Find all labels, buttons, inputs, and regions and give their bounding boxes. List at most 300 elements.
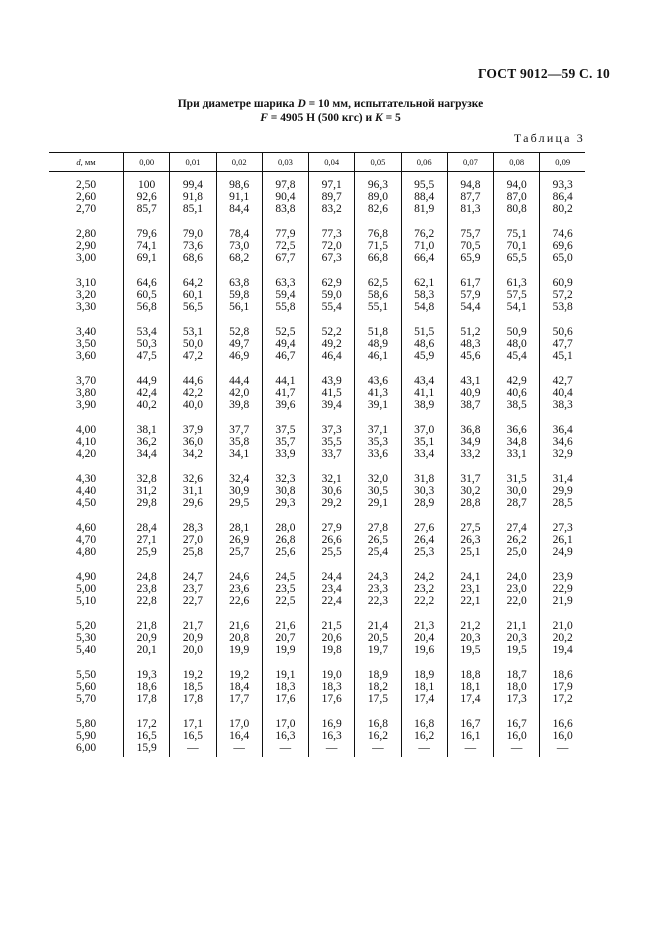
header-cell-col-4: 0,04	[309, 153, 355, 172]
hardness-cell: 17,6	[262, 693, 308, 705]
hardness-cell: 17,8	[124, 693, 170, 705]
table-row	[49, 411, 585, 436]
diameter-cell: 4,40	[75, 485, 97, 497]
hardness-cell: 27,9	[309, 509, 355, 534]
hardness-cell: 21,9	[540, 595, 585, 607]
hardness-cell: 80,8	[494, 203, 540, 215]
hardness-cell: 45,6	[447, 350, 493, 362]
hardness-cell: 19,3	[124, 656, 170, 681]
hardness-cell: 91,1	[216, 191, 262, 203]
hardness-cell: 30,5	[355, 485, 401, 497]
hardness-cell: 87,0	[494, 191, 540, 203]
hardness-cell: 29,3	[262, 497, 308, 509]
hardness-cell: 17,3	[494, 693, 540, 705]
hardness-cell: —	[355, 742, 401, 757]
diameter-cell: 5,00	[75, 583, 97, 595]
hardness-cell: 91,8	[170, 191, 216, 203]
hardness-cell: 28,1	[216, 509, 262, 534]
hardness-cell: 92,6	[124, 191, 170, 203]
hardness-cell: 55,8	[262, 301, 308, 313]
hardness-cell: 81,3	[447, 203, 493, 215]
diameter-cell: 2,50	[75, 179, 97, 191]
hardness-cell: 21,6	[262, 607, 308, 632]
hardness-cell: 45,4	[494, 350, 540, 362]
hardness-cell: 47,7	[540, 338, 585, 350]
hardness-cell: 95,5	[401, 172, 447, 192]
hardness-cell: 62,9	[309, 264, 355, 289]
diameter-cell: 5,10	[75, 595, 97, 607]
hardness-cell: 33,2	[447, 448, 493, 460]
hardness-cell: 18,7	[494, 656, 540, 681]
hardness-cell: 83,2	[309, 203, 355, 215]
hardness-cell: 77,3	[309, 215, 355, 240]
hardness-cell: 32,3	[262, 460, 308, 485]
hardness-cell: 53,8	[540, 301, 585, 313]
diameter-cell: 5,30	[75, 632, 97, 644]
hardness-cell: 18,6	[540, 656, 585, 681]
hardness-cell: 97,1	[309, 172, 355, 192]
table-header-row	[49, 153, 585, 172]
hardness-cell: 45,9	[401, 350, 447, 362]
hardness-cell: 65,9	[447, 252, 493, 264]
table-row	[49, 534, 585, 546]
hardness-cell: 19,9	[216, 644, 262, 656]
caption-line-1: При диаметре шарика D = 10 мм, испытательной нагрузке	[177, 98, 484, 110]
hardness-cell: 15,9	[124, 742, 170, 757]
hardness-cell: 70,1	[494, 240, 540, 252]
hardness-cell: 61,3	[494, 264, 540, 289]
hardness-cell: 29,6	[170, 497, 216, 509]
hardness-cell: 89,7	[309, 191, 355, 203]
hardness-cell: 50,9	[494, 313, 540, 338]
hardness-cell: 75,7	[447, 215, 493, 240]
hardness-cell: 69,6	[540, 240, 585, 252]
header-cell-col-2: 0,02	[216, 153, 262, 172]
hardness-cell: 24,5	[262, 558, 308, 583]
table-caption	[0, 97, 661, 125]
hardness-cell: 33,6	[355, 448, 401, 460]
diameter-cell: 4,60	[75, 522, 97, 534]
hardness-cell: 30,9	[216, 485, 262, 497]
hardness-cell: 31,5	[494, 460, 540, 485]
table-body	[49, 172, 585, 758]
hardness-cell: 20,6	[309, 632, 355, 644]
diameter-cell: 2,90	[75, 240, 97, 252]
hardness-cell: 19,7	[355, 644, 401, 656]
hardness-cell: 90,4	[262, 191, 308, 203]
hardness-cell: 33,7	[309, 448, 355, 460]
diameter-cell: 2,70	[75, 203, 97, 215]
hardness-cell: 22,2	[401, 595, 447, 607]
hardness-cell: 22,5	[262, 595, 308, 607]
hardness-cell: 18,6	[124, 681, 170, 693]
hardness-cell: 31,4	[540, 460, 585, 485]
header-cell-col-0: 0,00	[124, 153, 170, 172]
hardness-cell: 20,4	[401, 632, 447, 644]
hardness-cell: 21,4	[355, 607, 401, 632]
hardness-cell: 25,4	[355, 546, 401, 558]
hardness-cell: 56,8	[124, 301, 170, 313]
header-cell-col-9: 0,09	[540, 153, 585, 172]
hardness-cell: 57,2	[540, 289, 585, 301]
hardness-cell: 31,7	[447, 460, 493, 485]
table-row	[49, 350, 585, 362]
hardness-cell: 17,6	[309, 693, 355, 705]
caption-line-2: F = 4905 Н (500 кгс) и K = 5	[260, 112, 401, 124]
hardness-cell: 62,5	[355, 264, 401, 289]
hardness-cell: 28,3	[170, 509, 216, 534]
hardness-cell: 32,8	[124, 460, 170, 485]
hardness-cell: 25,3	[401, 546, 447, 558]
hardness-cell: 59,4	[262, 289, 308, 301]
hardness-cell: 28,5	[540, 497, 585, 509]
diameter-cell: 5,50	[75, 669, 97, 681]
table-row	[49, 252, 585, 264]
hardness-cell: —	[494, 742, 540, 757]
header-cell-col-3: 0,03	[262, 153, 308, 172]
hardness-cell: 64,6	[124, 264, 170, 289]
hardness-cell: 86,4	[540, 191, 585, 203]
hardness-cell: 17,2	[540, 693, 585, 705]
hardness-cell: 19,2	[216, 656, 262, 681]
hardness-cell: 18,5	[170, 681, 216, 693]
diameter-cell: 4,10	[75, 436, 97, 448]
hardness-cell: 39,4	[309, 399, 355, 411]
hardness-cell: 18,9	[355, 656, 401, 681]
hardness-cell: 22,6	[216, 595, 262, 607]
hardness-cell: 31,2	[124, 485, 170, 497]
hardness-cell: 48,9	[355, 338, 401, 350]
hardness-cell: 16,1	[447, 730, 493, 742]
hardness-cell: 43,9	[309, 362, 355, 387]
hardness-cell: 16,7	[494, 705, 540, 730]
diameter-cell: 4,90	[75, 571, 97, 583]
hardness-cell: 47,5	[124, 350, 170, 362]
hardness-cell: 35,1	[401, 436, 447, 448]
hardness-cell: 30,8	[262, 485, 308, 497]
hardness-cell: 17,0	[216, 705, 262, 730]
hardness-cell: 27,5	[447, 509, 493, 534]
table-row	[49, 172, 585, 192]
hardness-cell: 24,7	[170, 558, 216, 583]
diameter-cell: 4,80	[75, 546, 97, 558]
hardness-cell: 66,8	[355, 252, 401, 264]
hardness-cell: 38,5	[494, 399, 540, 411]
diameter-cell: 5,60	[75, 681, 97, 693]
hardness-cell: 32,4	[216, 460, 262, 485]
hardness-cell: 34,8	[494, 436, 540, 448]
page-header: ГОСТ 9012—59 С. 10	[477, 66, 610, 81]
diameter-cell: 6,00	[75, 742, 97, 754]
hardness-cell: 26,2	[494, 534, 540, 546]
header-cell-col-5: 0,05	[355, 153, 401, 172]
hardness-cell: 51,8	[355, 313, 401, 338]
hardness-cell: 28,4	[124, 509, 170, 534]
table-row	[49, 730, 585, 742]
hardness-cell: 19,9	[262, 644, 308, 656]
hardness-cell: 44,1	[262, 362, 308, 387]
hardness-cell: 63,3	[262, 264, 308, 289]
hardness-cell: 43,1	[447, 362, 493, 387]
header-cell-col-7: 0,07	[447, 153, 493, 172]
hardness-cell: 19,5	[447, 644, 493, 656]
table-row	[49, 546, 585, 558]
hardness-cell: 18,8	[447, 656, 493, 681]
diameter-cell: 4,20	[75, 448, 97, 460]
hardness-cell: 79,6	[124, 215, 170, 240]
hardness-cell: 80,2	[540, 203, 585, 215]
hardness-cell: 23,2	[401, 583, 447, 595]
hardness-cell: 94,0	[494, 172, 540, 192]
hardness-cell: 34,2	[170, 448, 216, 460]
table-row	[49, 742, 585, 757]
hardness-cell: 47,2	[170, 350, 216, 362]
hardness-cell: 20,5	[355, 632, 401, 644]
diameter-cell: 2,60	[75, 191, 97, 203]
hardness-cell: 17,4	[447, 693, 493, 705]
diameter-cell: 3,20	[75, 289, 97, 301]
hardness-cell: 29,5	[216, 497, 262, 509]
hardness-cell: 61,7	[447, 264, 493, 289]
header-cell-diameter: d, мм	[49, 153, 124, 172]
hardness-cell: 41,7	[262, 387, 308, 399]
hardness-cell: 72,5	[262, 240, 308, 252]
hardness-cell: 30,3	[401, 485, 447, 497]
hardness-cell: 52,2	[309, 313, 355, 338]
hardness-cell: 36,8	[447, 411, 493, 436]
hardness-cell: 16,8	[401, 705, 447, 730]
diameter-cell: 5,70	[75, 693, 97, 705]
hardness-cell: 27,3	[540, 509, 585, 534]
table-row	[49, 448, 585, 460]
hardness-cell: 37,0	[401, 411, 447, 436]
table-row	[49, 595, 585, 607]
hardness-cell: 65,5	[494, 252, 540, 264]
hardness-cell: 20,1	[124, 644, 170, 656]
hardness-cell: 52,5	[262, 313, 308, 338]
hardness-cell: 46,1	[355, 350, 401, 362]
hardness-cell: 37,9	[170, 411, 216, 436]
hardness-cell: 36,4	[540, 411, 585, 436]
diameter-cell: 3,30	[75, 301, 97, 313]
hardness-cell: 43,4	[401, 362, 447, 387]
hardness-cell: 19,0	[309, 656, 355, 681]
diameter-cell: 3,80	[75, 387, 97, 399]
hardness-cell: 28,7	[494, 497, 540, 509]
hardness-cell: 50,0	[170, 338, 216, 350]
hardness-cell: 19,8	[309, 644, 355, 656]
hardness-cell: 33,4	[401, 448, 447, 460]
hardness-cell: 30,0	[494, 485, 540, 497]
hardness-cell: 17,9	[540, 681, 585, 693]
hardness-cell: 18,1	[401, 681, 447, 693]
hardness-cell: 22,7	[170, 595, 216, 607]
hardness-cell: 31,1	[170, 485, 216, 497]
hardness-cell: 23,4	[309, 583, 355, 595]
hardness-cell: 17,4	[401, 693, 447, 705]
hardness-cell: 23,1	[447, 583, 493, 595]
header-cell-col-8: 0,08	[494, 153, 540, 172]
hardness-cell: 19,1	[262, 656, 308, 681]
hardness-cell: 75,1	[494, 215, 540, 240]
hardness-cell: 33,9	[262, 448, 308, 460]
hardness-cell: 20,0	[170, 644, 216, 656]
hardness-cell: 22,3	[355, 595, 401, 607]
hardness-cell: 26,4	[401, 534, 447, 546]
hardness-cell: 44,9	[124, 362, 170, 387]
table-row	[49, 289, 585, 301]
hardness-cell: 54,4	[447, 301, 493, 313]
hardness-cell: 100	[124, 172, 170, 192]
hardness-cell: 27,4	[494, 509, 540, 534]
hardness-cell: 68,6	[170, 252, 216, 264]
hardness-cell: 39,6	[262, 399, 308, 411]
table-row	[49, 607, 585, 632]
hardness-cell: 22,0	[494, 595, 540, 607]
hardness-cell: 66,4	[401, 252, 447, 264]
hardness-cell: —	[170, 742, 216, 757]
hardness-cell: 76,8	[355, 215, 401, 240]
hardness-cell: 45,1	[540, 350, 585, 362]
hardness-cell: 42,2	[170, 387, 216, 399]
table-row	[49, 264, 585, 289]
hardness-cell: 35,8	[216, 436, 262, 448]
hardness-cell: 24,9	[540, 546, 585, 558]
table-row	[49, 301, 585, 313]
hardness-cell: —	[216, 742, 262, 757]
hardness-cell: 29,1	[355, 497, 401, 509]
diameter-cell: 4,50	[75, 497, 97, 509]
hardness-cell: 46,9	[216, 350, 262, 362]
hardness-cell: 42,0	[216, 387, 262, 399]
hardness-cell: 83,8	[262, 203, 308, 215]
header-cell-col-6: 0,06	[401, 153, 447, 172]
hardness-cell: 24,3	[355, 558, 401, 583]
diameter-cell: 3,10	[75, 277, 97, 289]
hardness-cell: 37,7	[216, 411, 262, 436]
hardness-cell: 44,6	[170, 362, 216, 387]
hardness-cell: 21,7	[170, 607, 216, 632]
hardness-cell: 42,9	[494, 362, 540, 387]
hardness-cell: 27,1	[124, 534, 170, 546]
hardness-cell: 60,9	[540, 264, 585, 289]
hardness-cell: 98,6	[216, 172, 262, 192]
hardness-cell: 27,6	[401, 509, 447, 534]
hardness-cell: 28,0	[262, 509, 308, 534]
hardness-cell: 18,9	[401, 656, 447, 681]
hardness-cell: 88,4	[401, 191, 447, 203]
hardness-cell: 71,0	[401, 240, 447, 252]
table-row	[49, 558, 585, 583]
hardness-cell: 43,6	[355, 362, 401, 387]
hardness-cell: 48,6	[401, 338, 447, 350]
diameter-cell: 3,70	[75, 375, 97, 387]
hardness-cell: —	[447, 742, 493, 757]
hardness-cell: 23,6	[216, 583, 262, 595]
hardness-cell: 22,4	[309, 595, 355, 607]
hardness-cell: 93,3	[540, 172, 585, 192]
hardness-cell: 16,2	[401, 730, 447, 742]
hardness-cell: 26,5	[355, 534, 401, 546]
hardness-cell: 18,4	[216, 681, 262, 693]
hardness-cell: 21,0	[540, 607, 585, 632]
diameter-cell: 4,30	[75, 473, 97, 485]
table-row	[49, 215, 585, 240]
table-row	[49, 436, 585, 448]
hardness-cell: 22,9	[540, 583, 585, 595]
hardness-cell: 20,8	[216, 632, 262, 644]
hardness-cell: 16,3	[309, 730, 355, 742]
hardness-cell: 16,3	[262, 730, 308, 742]
hardness-cell: 48,3	[447, 338, 493, 350]
hardness-cell: 30,2	[447, 485, 493, 497]
diameter-cell: 5,40	[75, 644, 97, 656]
hardness-cell: 20,7	[262, 632, 308, 644]
hardness-cell: 73,0	[216, 240, 262, 252]
hardness-cell: 25,6	[262, 546, 308, 558]
hardness-cell: 34,6	[540, 436, 585, 448]
table-row	[49, 338, 585, 350]
hardness-cell: 40,2	[124, 399, 170, 411]
hardness-cell: 24,1	[447, 558, 493, 583]
hardness-cell: 49,2	[309, 338, 355, 350]
hardness-cell: 21,3	[401, 607, 447, 632]
hardness-cell: 21,8	[124, 607, 170, 632]
hardness-cell: 29,2	[309, 497, 355, 509]
hardness-cell: 54,1	[494, 301, 540, 313]
diameter-cell: 3,50	[75, 338, 97, 350]
hardness-cell: 64,2	[170, 264, 216, 289]
hardness-cell: 51,5	[401, 313, 447, 338]
diameter-cell: 3,00	[75, 252, 97, 264]
hardness-cell: 16,5	[170, 730, 216, 742]
hardness-cell: 36,6	[494, 411, 540, 436]
hardness-cell: 50,6	[540, 313, 585, 338]
hardness-cell: 35,3	[355, 436, 401, 448]
hardness-cell: 52,8	[216, 313, 262, 338]
hardness-cell: 16,7	[447, 705, 493, 730]
hardness-cell: 41,5	[309, 387, 355, 399]
hardness-cell: 31,8	[401, 460, 447, 485]
hardness-cell: 19,4	[540, 644, 585, 656]
hardness-cell: 24,0	[494, 558, 540, 583]
hardness-cell: 57,9	[447, 289, 493, 301]
hardness-cell: 24,2	[401, 558, 447, 583]
hardness-cell: 34,9	[447, 436, 493, 448]
hardness-cell: 16,4	[216, 730, 262, 742]
hardness-cell: 55,4	[309, 301, 355, 313]
hardness-cell: 23,3	[355, 583, 401, 595]
hardness-cell: 59,8	[216, 289, 262, 301]
hardness-cell: 29,9	[540, 485, 585, 497]
diameter-cell: 5,20	[75, 620, 97, 632]
hardness-cell: 29,8	[124, 497, 170, 509]
hardness-cell: 37,1	[355, 411, 401, 436]
hardness-cell: 87,7	[447, 191, 493, 203]
hardness-cell: 89,0	[355, 191, 401, 203]
hardness-cell: 32,1	[309, 460, 355, 485]
hardness-cell: 79,0	[170, 215, 216, 240]
hardness-cell: 17,2	[124, 705, 170, 730]
hardness-cell: 50,3	[124, 338, 170, 350]
hardness-cell: 20,3	[494, 632, 540, 644]
hardness-cell: 46,7	[262, 350, 308, 362]
hardness-cell: 26,6	[309, 534, 355, 546]
hardness-cell: 44,4	[216, 362, 262, 387]
table-row	[49, 485, 585, 497]
hardness-cell: 26,9	[216, 534, 262, 546]
hardness-cell: 38,7	[447, 399, 493, 411]
